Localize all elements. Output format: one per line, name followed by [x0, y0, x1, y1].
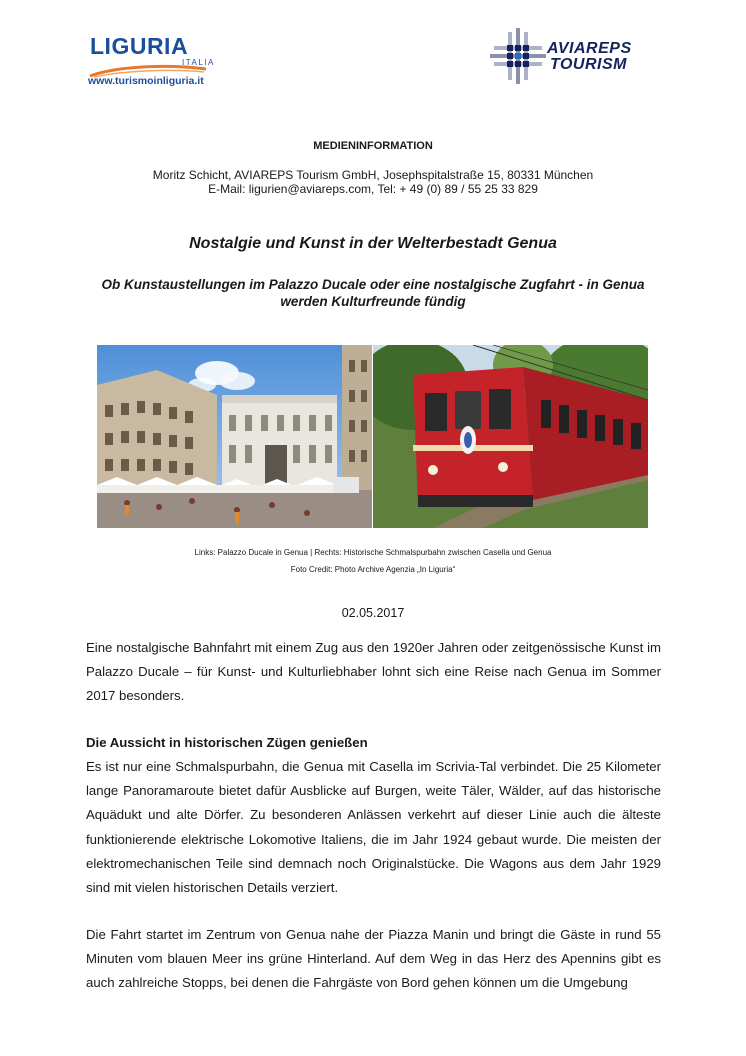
contact-block: [86, 168, 660, 196]
article-title: Nostalgie und Kunst in der Welterbestadt Genua: [189, 235, 557, 252]
photo-credit: Foto Credit: Photo Archive Agenzia „In Liguria“: [290, 565, 456, 574]
aviareps-grid-icon: [490, 28, 546, 84]
aviareps-logo: [490, 28, 680, 84]
liguria-logo-word: LIGURIA: [90, 33, 189, 59]
article-date: 02.05.2017: [341, 606, 405, 620]
historic-train-photo: [373, 345, 648, 528]
contact-line-1: Moritz Schicht, AVIAREPS Tourism GmbH, Josephspitalstraße 15, 80331 München: [152, 168, 594, 182]
liguria-logo-sub: ITALIA: [182, 58, 215, 67]
photo-caption: Links: Palazzo Ducale in Genua | Rechts: Historische Schmalspurbahn zwischen Casella und Genua: [194, 548, 552, 557]
media-label: MEDIENINFORMATION: [313, 140, 433, 152]
aviareps-logo-line2: TOURISM: [550, 56, 627, 73]
liguria-logo: [86, 30, 226, 92]
paragraph-route: Die Fahrt startet im Zentrum von Genua nahe der Piazza Manin und bringt die Gäste in rund 55 Minuten vom blauen Meer ins grüne Hinterland. Auf dem Weg in das Herz des Apennins gibt es auch zahlreiche Stopps, bei denen die Fahrgäste von Bord gehen können um die Umgebung: [86, 927, 661, 991]
section-heading: Die Aussicht in historischen Zügen genießen: [86, 735, 368, 750]
contact-line-2: E-Mail: ligurien@aviareps.com, Tel: + 49 (0) 89 / 55 25 33 829: [208, 182, 538, 196]
palazzo-ducale-photo: [97, 345, 372, 528]
paragraph-train: Es ist nur eine Schmalspurbahn, die Genua mit Casella im Scrivia-Tal verbindet. Die 25 Kilometer lange Panoramaroute bietet dafür Ausblicke auf Burgen, weite Täler, Wälder, auf das historische Aquädukt und alte Dörfer. Zu besonderen Anlässen verkehrt auf dieser Linie auch die älteste funktionierende elektrische Lokomotive Italiens, die im Jahr 1924 gebaut wurde. Die meisten der elektromechanischen Teile sind demnach noch Originalstücke. Die Wagons aus dem Jahr 1929 sind mit vielen historischen Details verziert.: [86, 759, 661, 896]
article-subtitle: Ob Kunstaustellungen im Palazzo Ducale oder eine nostalgische Zugfahrt - in Genua werden Kulturfreunde fündig: [101, 277, 645, 309]
liguria-logo-url: www.turismoinliguria.it: [88, 75, 204, 87]
paragraph-intro: Eine nostalgische Bahnfahrt mit einem Zug aus den 1920er Jahren oder zeitgenössische Kunst im Palazzo Ducale – für Kunst- und Kulturliebhaber lohnt sich eine Reise nach Genua im Sommer 2017 besonders.: [86, 640, 661, 704]
aviareps-logo-line1: AVIAREPS: [547, 40, 632, 57]
